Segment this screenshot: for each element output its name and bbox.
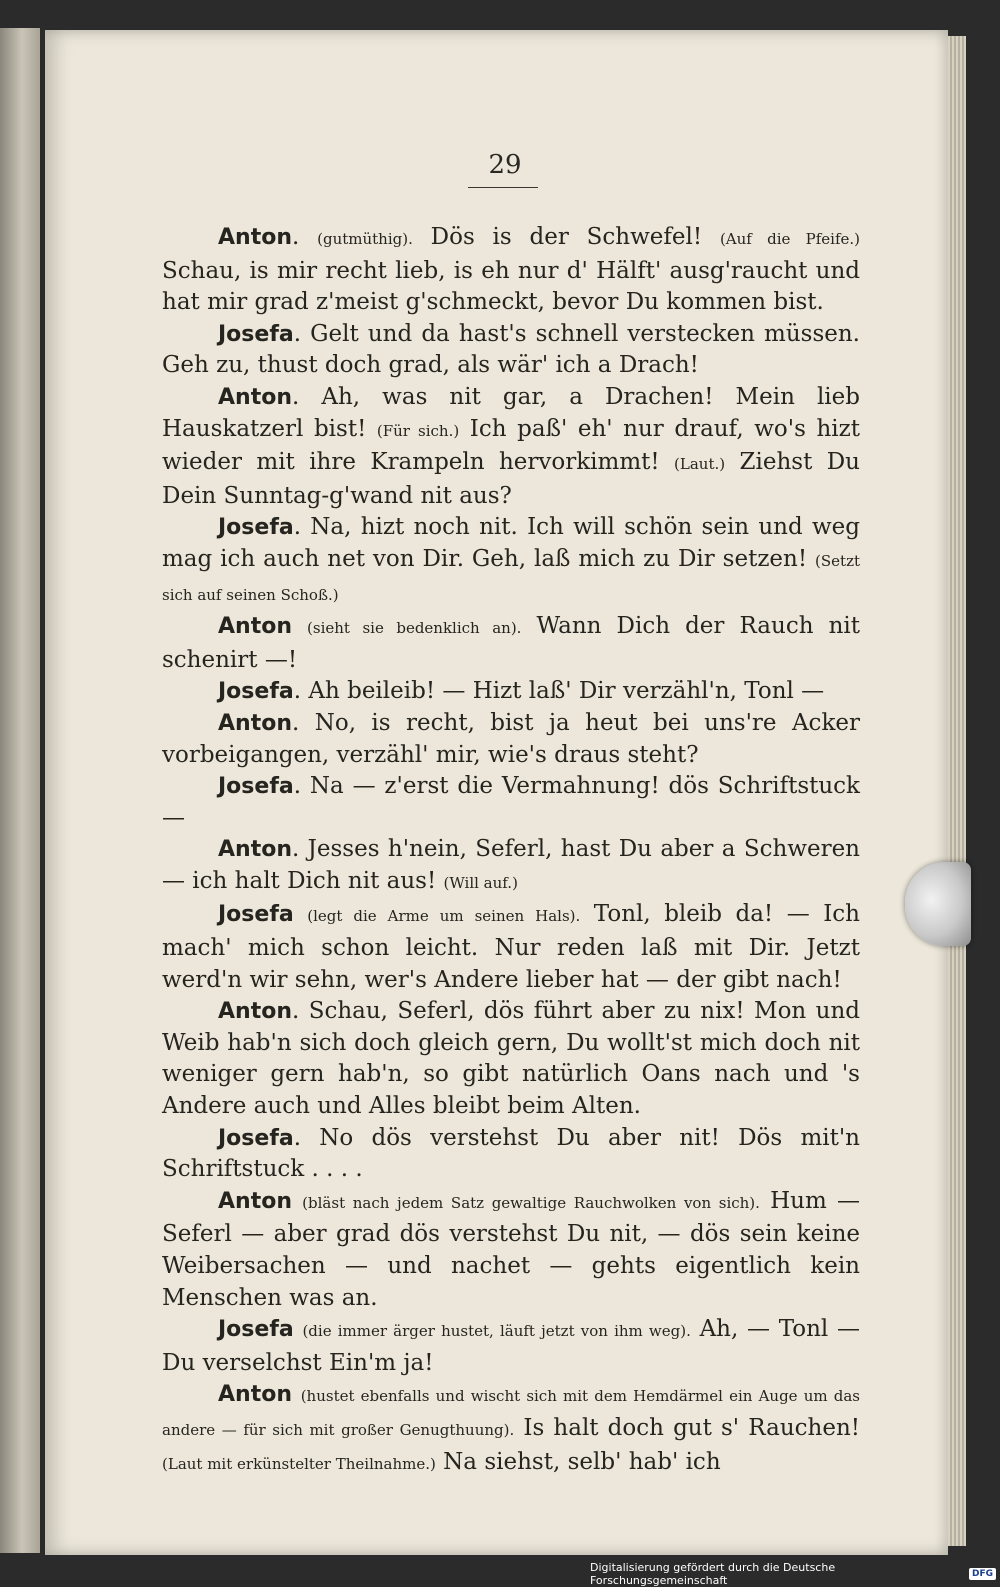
- dialogue-text: . Jesses h'nein, Seferl, hast Du aber a Schweren — ich halt Dich nit aus!: [162, 836, 860, 894]
- speaker-name: Josefa: [218, 1317, 294, 1343]
- dialogue-text: [294, 901, 308, 927]
- dialogue-text: Hum — Seferl — aber grad dös verstehst Du nit, — dös sein keine Weibersachen — und nachet — gehts eigentlich kein Menschen was an.: [162, 1187, 860, 1311]
- dialogue-text: . Na, hizt noch nit. Ich will schön sein und weg mag ich auch net von Dir. Geh, laß mich zu Dir setzen!: [162, 514, 860, 572]
- speaker-name: Anton: [218, 710, 292, 736]
- speaker-name: Josefa: [218, 679, 294, 705]
- dialogue-text: . Ah, was nit gar, a Drachen! Mein lieb Hauskatzerl bist!: [162, 383, 860, 442]
- speaker-name: Josefa: [218, 902, 294, 928]
- speech-paragraph: [162, 676, 860, 708]
- dialogue-text: [292, 613, 307, 639]
- speech-paragraph: [162, 319, 860, 382]
- stage-direction: (Auf die Pfeife.): [719, 230, 861, 248]
- dialogue-text: Dös is der Schwefel!: [412, 224, 720, 250]
- speaker-name: Anton: [218, 1382, 292, 1408]
- speech-paragraph: [162, 996, 860, 1122]
- facing-page-edge: [0, 28, 40, 1553]
- footer-credit-text: Digitalisierung gefördert durch die Deutsche Forschungsgemeinschaft: [590, 1560, 836, 1587]
- speaker-name: Josefa: [218, 321, 294, 347]
- speaker-name: Anton: [218, 614, 292, 640]
- dialogue-text: Ah, — Tonl — Du verselchst Ein'm ja!: [162, 1316, 860, 1376]
- stage-direction: (gutmüthig).: [317, 230, 413, 248]
- speech-paragraph: [162, 1314, 860, 1379]
- speech-paragraph: [162, 771, 860, 834]
- stage-direction: (Für sich.): [376, 421, 460, 440]
- dialogue-text: Schau, is mir recht lieb, is eh nur d' Hälft' ausg'raucht und hat mir grad z'meist g'schmeckt, bevor Du kommen bist.: [162, 257, 860, 316]
- dialogue-text: Tonl, bleib da! — Ich mach' mich schon leicht. Nur reden laß mit Dir. Jetzt werd'n wir sehn, wer's Andere lieber hat — der gibt nach!: [162, 901, 860, 993]
- stage-direction: (die immer ärger hustet, läuft jetzt von ihm weg).: [302, 1322, 691, 1341]
- speaker-name: Anton: [218, 837, 292, 863]
- dialogue-text: . No, is recht, bist ja heut bei uns're Acker vorbeigangen, verzähl' mir, wie's draus steht?: [162, 709, 860, 768]
- speech-paragraph: [162, 1379, 860, 1480]
- speaker-name: Josefa: [218, 1125, 294, 1151]
- speaker-name: Anton: [218, 384, 292, 410]
- dialogue-text: . Gelt und da hast's schnell verstecken müssen. Geh zu, thust doch grad, als wär' ich a Drach!: [162, 320, 860, 379]
- dialogue-text: . Schau, Seferl, dös führt aber zu nix! Mon und Weib hab'n sich doch gleich gern, Du wollt'st mich doch nit weniger gern hab'n, so gibt natürlich Oans nach und 's Andere auch und Alles bleibt beim Alten.: [162, 998, 860, 1120]
- stage-direction: (Laut mit erkünstelter Theilnahme.): [162, 1454, 436, 1473]
- stage-direction: (sieht sie bedenklich an).: [307, 619, 522, 638]
- dialogue-text: . No dös verstehst Du aber nit! Dös mit'n Schriftstuck . . . .: [162, 1124, 860, 1183]
- dialogue-text: Is halt doch gut s' Rauchen!: [514, 1414, 860, 1441]
- dfg-logo: DFG: [969, 1568, 996, 1580]
- play-text: [162, 222, 860, 1480]
- speech-paragraph: [162, 1123, 860, 1186]
- stage-direction: (Laut.): [674, 455, 726, 474]
- dialogue-text: Na siehst, selb' hab' ich: [435, 1448, 721, 1475]
- speaker-name: Josefa: [218, 774, 294, 800]
- dialogue-text: Wann Dich der Rauch nit schenirt —!: [162, 613, 860, 673]
- dialogue-text: [292, 1188, 302, 1214]
- speech-paragraph: [162, 222, 860, 319]
- speech-paragraph: [162, 382, 860, 512]
- speaker-name: Anton: [218, 1188, 292, 1214]
- footer-credit: [590, 1562, 1000, 1585]
- dialogue-text: . Na — z'erst die Vermahnung! dös Schriftstuck —: [162, 773, 860, 831]
- dialogue-text: . Ah beileib! — Hizt laß' Dir verzähl'n, Tonl —: [293, 678, 825, 705]
- stage-direction: (Setzt sich auf seinen Schoß.): [162, 551, 860, 604]
- speaker-name: Anton: [218, 225, 292, 250]
- stage-direction: (legt die Arme um seinen Hals).: [307, 907, 581, 926]
- speech-paragraph: [162, 899, 860, 996]
- speaker-name: Josefa: [218, 515, 294, 541]
- stage-direction: (Will auf.): [443, 873, 518, 892]
- page-number-rule: [468, 187, 538, 188]
- page-number: 29: [488, 150, 522, 180]
- speaker-name: Anton: [218, 999, 292, 1025]
- page-stack-edge: [948, 36, 966, 1546]
- stage-direction: (hustet ebenfalls und wischt sich mit dem Hemdärmel ein Auge um das andere — für sich mit großer Genugthuung).: [162, 1387, 860, 1439]
- stage-direction: (bläst nach jedem Satz gewaltige Rauchwolken von sich).: [302, 1193, 760, 1212]
- dialogue-text: [292, 1381, 301, 1407]
- thumb-tab-icon: [905, 862, 971, 946]
- speech-paragraph: [162, 834, 860, 899]
- speech-paragraph: [162, 512, 860, 611]
- speech-paragraph: [162, 1186, 860, 1314]
- speech-paragraph: [162, 611, 860, 676]
- dialogue-text: Ziehst Du Dein Sunntag-g'wand nit aus?: [162, 449, 860, 509]
- speech-paragraph: [162, 708, 860, 771]
- dialogue-text: Ich paß' eh' nur drauf, wo's hizt wieder mit ihre Krampeln hervorkimmt!: [162, 415, 860, 476]
- dialogue-text: .: [291, 224, 318, 250]
